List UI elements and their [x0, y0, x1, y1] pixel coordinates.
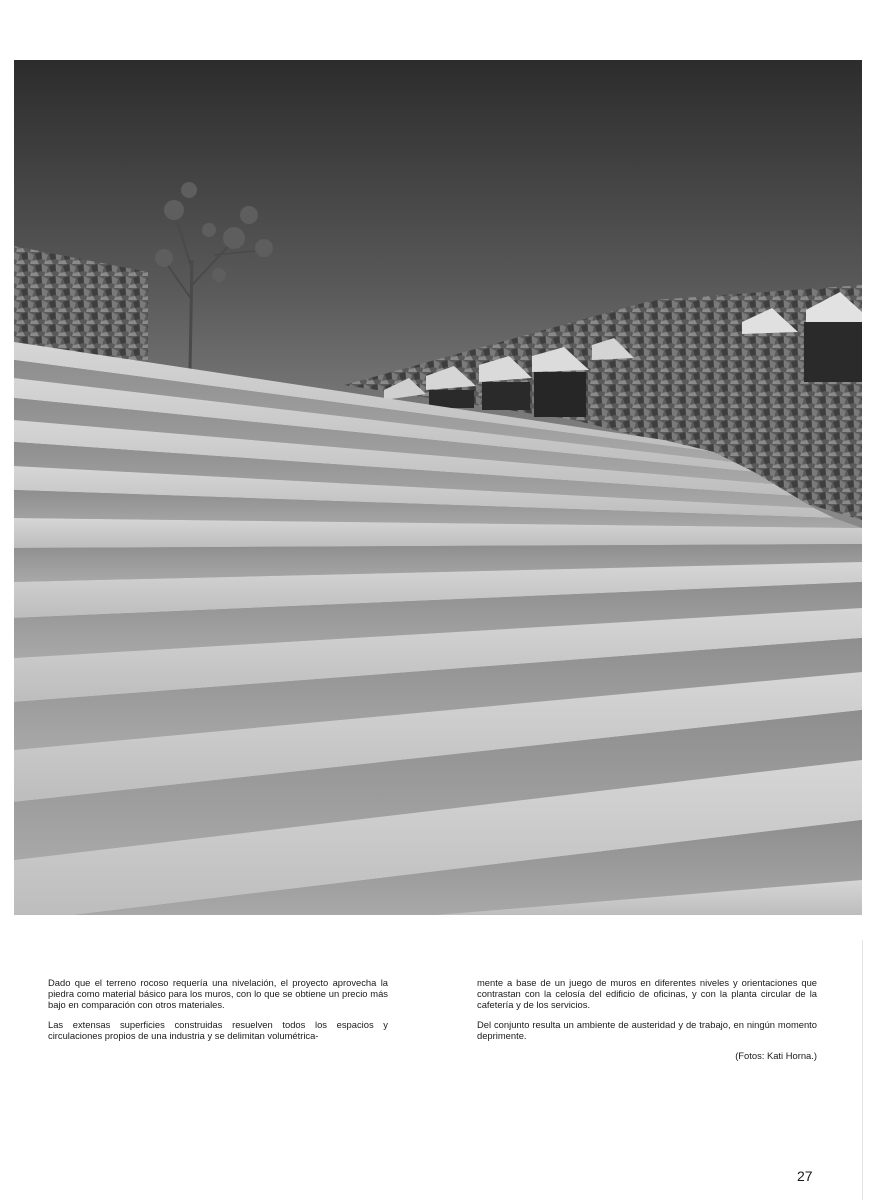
paragraph: Las extensas superficies construidas resuelven todos los espacios y circulaciones propios de una industria y se delimitan volumétrica-	[48, 1019, 388, 1041]
article-column-right	[477, 977, 817, 1061]
page-number: 27	[797, 1168, 813, 1184]
article-column-left	[48, 977, 388, 1050]
paragraph: Del conjunto resulta un ambiente de austeridad y de trabajo, en ningún momento deprimente.	[477, 1019, 817, 1041]
stairs-photo-illustration	[14, 60, 862, 915]
stairs-photograph	[14, 60, 862, 915]
photo-credit: (Fotos: Kati Horna.)	[735, 1050, 817, 1061]
paragraph: mente a base de un juego de muros en diferentes niveles y orientaciones que contrastan con la celosía del edificio de oficinas, y con la planta circular de la cafetería y de los servicios.	[477, 977, 817, 1010]
page-edge-divider	[862, 940, 863, 1200]
paragraph: Dado que el terreno rocoso requería una nivelación, el proyecto aprovecha la piedra como material básico para los muros, con lo que se obtiene un precio más bajo en comparación con otros materiales.	[48, 977, 388, 1010]
